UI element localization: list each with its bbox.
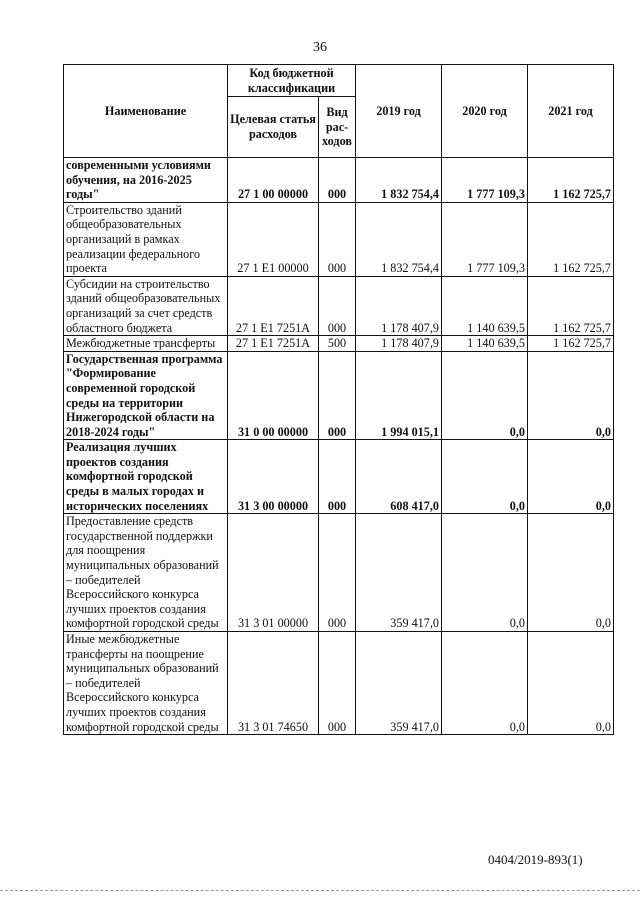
row-name: современными условиями обучения, на 2016-2025 годы" <box>64 158 228 203</box>
row-2021: 0,0 <box>528 351 614 440</box>
row-name: Предоставление средств государственной поддержки для поощрения муниципальных образований – победителей Всероссийского конкурса лучших проектов создания комфортной городской среды <box>64 514 228 632</box>
row-type: 000 <box>319 158 356 203</box>
row-target: 27 1 E1 7251A <box>228 276 319 335</box>
row-2019: 1 178 407,9 <box>356 276 442 335</box>
row-2019: 1 178 407,9 <box>356 336 442 352</box>
row-2020: 0,0 <box>442 514 528 632</box>
table-row <box>64 158 614 203</box>
row-2020: 1 140 639,5 <box>442 276 528 335</box>
table-row <box>64 276 614 335</box>
row-2020: 0,0 <box>442 440 528 514</box>
row-target: 27 1 E1 7251A <box>228 336 319 352</box>
table-row <box>64 632 614 735</box>
header-2020: 2020 год <box>442 65 528 158</box>
row-2019: 359 417,0 <box>356 632 442 735</box>
row-2021: 1 162 725,7 <box>528 202 614 276</box>
row-2019: 608 417,0 <box>356 440 442 514</box>
row-target: 31 3 01 00000 <box>228 514 319 632</box>
row-name: Иные межбюджетные трансферты на поощрение муниципальных образований – победителей Всероссийского конкурса лучших проектов создания комфортной городской среды <box>64 632 228 735</box>
header-2019: 2019 год <box>356 65 442 158</box>
row-2019: 359 417,0 <box>356 514 442 632</box>
row-2020: 1 140 639,5 <box>442 336 528 352</box>
row-2021: 0,0 <box>528 440 614 514</box>
page-number: 36 <box>313 40 327 55</box>
row-target: 31 0 00 00000 <box>228 351 319 440</box>
row-type: 000 <box>319 276 356 335</box>
header-name: Наименование <box>64 65 228 158</box>
header-type: Вид рас-ходов <box>319 97 356 158</box>
header-target: Целевая статья расходов <box>228 97 319 158</box>
table-row <box>64 514 614 632</box>
row-2021: 1 162 725,7 <box>528 158 614 203</box>
row-2021: 0,0 <box>528 514 614 632</box>
row-2021: 0,0 <box>528 632 614 735</box>
row-2020: 0,0 <box>442 351 528 440</box>
row-name: Реализация лучших проектов создания комфортной городской среды в малых городах и исторических поселениях <box>64 440 228 514</box>
row-2021: 1 162 725,7 <box>528 276 614 335</box>
row-target: 31 3 00 00000 <box>228 440 319 514</box>
row-2019: 1 994 015,1 <box>356 351 442 440</box>
budget-table <box>63 64 614 735</box>
document-code: 0404/2019-893(1) <box>488 852 583 867</box>
table-row <box>64 202 614 276</box>
row-name: Субсидии на строительство зданий общеобразовательных организаций за счет средств областного бюджета <box>64 276 228 335</box>
row-2020: 1 777 109,3 <box>442 158 528 203</box>
row-type: 000 <box>319 440 356 514</box>
row-2019: 1 832 754,4 <box>356 202 442 276</box>
row-target: 31 3 01 74650 <box>228 632 319 735</box>
row-type: 000 <box>319 351 356 440</box>
row-2020: 0,0 <box>442 632 528 735</box>
row-type: 000 <box>319 632 356 735</box>
header-2021: 2021 год <box>528 65 614 158</box>
header-code-group: Код бюджетной классификации <box>228 65 356 97</box>
row-2020: 1 777 109,3 <box>442 202 528 276</box>
row-type: 000 <box>319 514 356 632</box>
row-type: 500 <box>319 336 356 352</box>
table-row <box>64 351 614 440</box>
row-name: Строительство зданий общеобразовательных организаций в рамках реализации федерального проекта <box>64 202 228 276</box>
row-type: 000 <box>319 202 356 276</box>
row-target: 27 1 00 00000 <box>228 158 319 203</box>
scan-divider <box>0 890 640 891</box>
row-2021: 1 162 725,7 <box>528 336 614 352</box>
table-row <box>64 336 614 352</box>
row-name: Межбюджетные трансферты <box>64 336 228 352</box>
row-2019: 1 832 754,4 <box>356 158 442 203</box>
row-target: 27 1 E1 00000 <box>228 202 319 276</box>
table-body <box>64 158 614 735</box>
table-row <box>64 440 614 514</box>
row-name: Государственная программа "Формирование современной городской среды на территории Нижегородской области на 2018-2024 годы" <box>64 351 228 440</box>
